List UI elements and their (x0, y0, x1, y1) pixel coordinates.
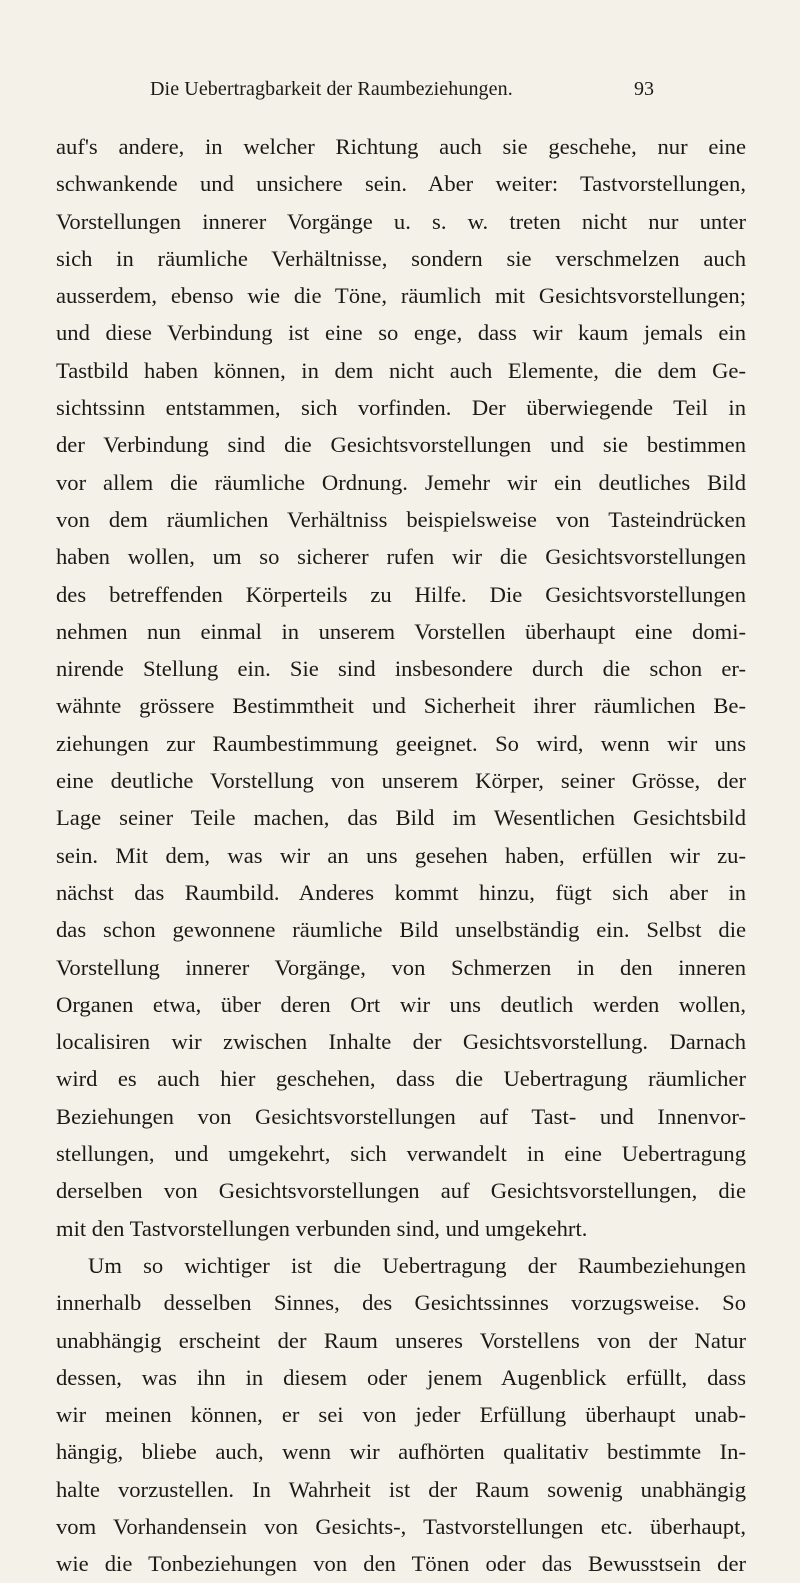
text-line: wird es auch hier geschehen, dass die Uebertragung räumlicher (56, 1066, 746, 1092)
text-line: und diese Verbindung ist eine so enge, dass wir kaum jemals ein (56, 320, 746, 346)
text-line: ziehungen zur Raumbestimmung geeignet. So wird, wenn wir uns (56, 730, 746, 756)
text-line: hängig, bliebe auch, wenn wir aufhörten qualitativ bestimmte In- (56, 1439, 746, 1465)
text-line: derselben von Gesichtsvorstellungen auf Gesichtsvorstellungen, die (56, 1178, 746, 1204)
text-line: stellungen, und umgekehrt, sich verwandelt in eine Uebertragung (56, 1141, 746, 1167)
text-line: wähnte grössere Bestimmtheit und Sicherheit ihrer räumlichen Be- (56, 693, 746, 719)
text-line: sich in räumliche Verhältnisse, sondern sie verschmelzen auch (56, 245, 746, 271)
text-line: haben wollen, um so sicherer rufen wir die Gesichtsvorstellungen (56, 544, 746, 570)
text-line: der Verbindung sind die Gesichtsvorstellungen und sie bestimmen (56, 432, 746, 458)
body-text (56, 128, 746, 1583)
text-line: Organen etwa, über deren Ort wir uns deutlich werden wollen, (56, 991, 746, 1017)
text-line: sichtssinn entstammen, sich vorfinden. Der überwiegende Teil in (56, 395, 746, 421)
text-line: nirende Stellung ein. Sie sind insbesondere durch die schon er- (56, 656, 746, 682)
text-line: von dem räumlichen Verhältniss beispielsweise von Tasteindrücken (56, 506, 746, 532)
text-line: auf's andere, in welcher Richtung auch sie geschehe, nur eine (56, 134, 746, 159)
text-line: unabhängig erscheint der Raum unseres Vorstellens von der Natur (56, 1327, 746, 1353)
text-line: dessen, was ihn in diesem oder jenem Augenblick erfüllt, dass (56, 1364, 746, 1390)
text-line: nächst das Raumbild. Anderes kommt hinzu, fügt sich aber in (56, 879, 746, 905)
text-line: innerhalb desselben Sinnes, des Gesichtssinnes vorzugsweise. So (56, 1290, 746, 1316)
text-line: nehmen nun einmal in unserem Vorstellen überhaupt eine domi- (56, 618, 746, 644)
text-line: Beziehungen von Gesichtsvorstellungen auf Tast- und Innenvor- (56, 1103, 746, 1129)
text-line: das schon gewonnene räumliche Bild unselbständig ein. Selbst die (56, 917, 746, 943)
text-line: ausserdem, ebenso wie die Töne, räumlich mit Gesichtsvorstellungen; (56, 283, 746, 309)
running-header (150, 76, 654, 102)
text-line: schwankende und unsichere sein. Aber weiter: Tastvorstellungen, (56, 171, 746, 197)
running-title: Die Uebertragbarkeit der Raumbeziehungen. (150, 78, 513, 100)
text-line: Tastbild haben können, in dem nicht auch Elemente, die dem Ge- (56, 357, 746, 383)
text-line: wie die Tonbeziehungen von den Tönen oder das Bewusstsein der (56, 1551, 746, 1577)
text-line: Vorstellungen innerer Vorgänge u. s. w. treten nicht nur unter (56, 208, 746, 234)
text-line: sein. Mit dem, was wir an uns gesehen haben, erfüllen wir zu- (56, 842, 746, 868)
text-line: Vorstellung innerer Vorgänge, von Schmerzen in den inneren (56, 954, 746, 980)
text-line: vor allem die räumliche Ordnung. Jemehr wir ein deutliches Bild (56, 469, 746, 495)
text-line: vom Vorhandensein von Gesichts-, Tastvorstellungen etc. überhaupt, (56, 1513, 746, 1539)
text-line: halte vorzustellen. In Wahrheit ist der Raum sowenig unabhängig (56, 1476, 746, 1502)
text-line: eine deutliche Vorstellung von unserem Körper, seiner Grösse, der (56, 768, 746, 794)
text-line: mit den Tastvorstellungen verbunden sind, und umgekehrt. (56, 1215, 588, 1241)
text-line: Lage seiner Teile machen, das Bild im Wesentlichen Gesichtsbild (56, 805, 746, 831)
text-line: wir meinen können, er sei von jeder Erfüllung überhaupt unab- (56, 1402, 746, 1428)
text-line: localisiren wir zwischen Inhalte der Gesichtsvorstellung. Darnach (56, 1029, 746, 1055)
text-line: Um so wichtiger ist die Uebertragung der Raumbeziehungen (88, 1252, 746, 1278)
page-number: 93 (634, 78, 654, 100)
text-line: des betreffenden Körperteils zu Hilfe. Die Gesichtsvorstellungen (56, 581, 746, 607)
